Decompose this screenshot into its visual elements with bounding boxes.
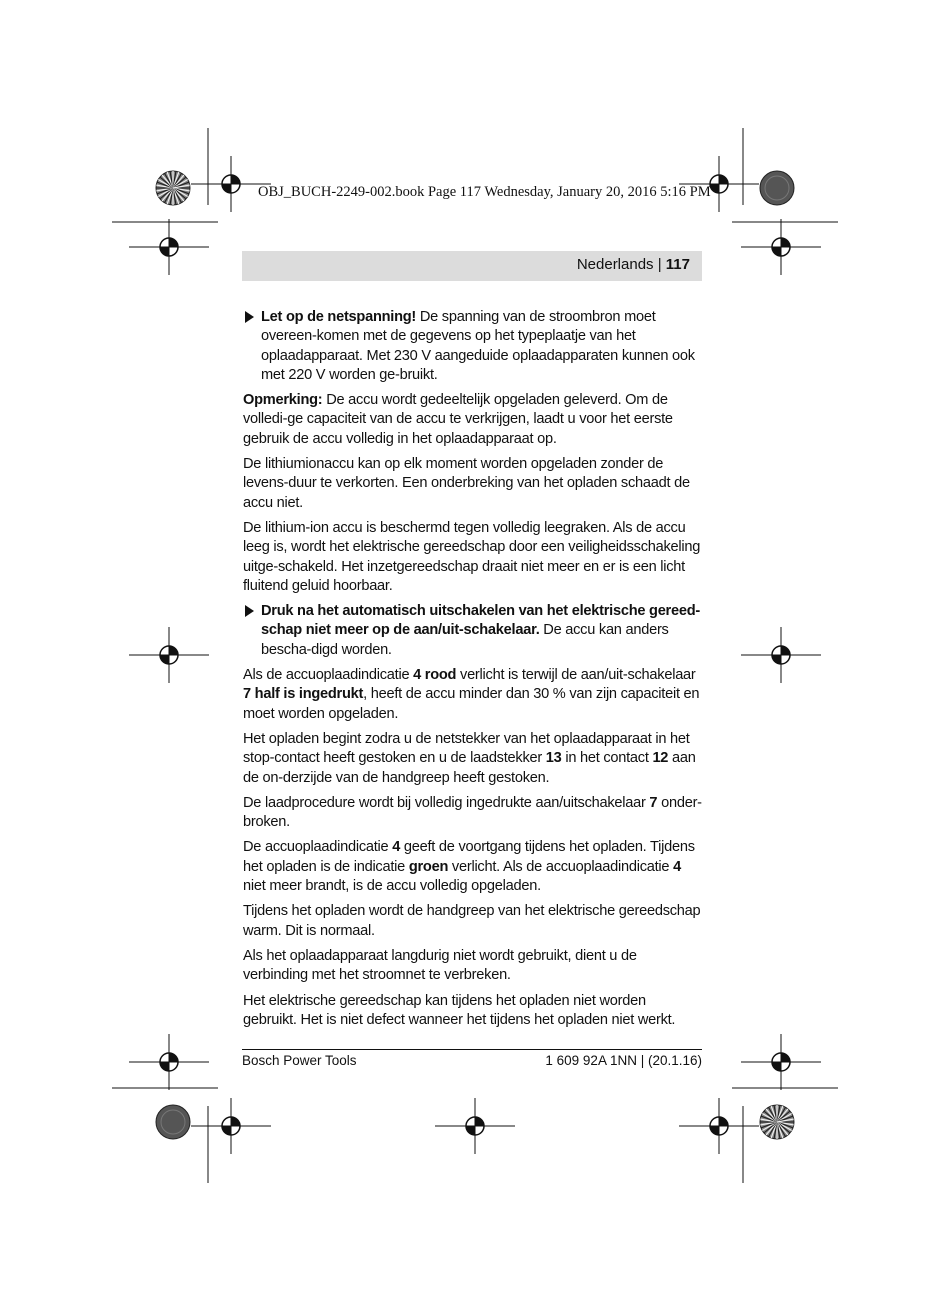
bold-text: 7 half is ingedrukt: [243, 686, 364, 703]
bullet-triangle-icon: [245, 605, 254, 617]
text: Als de accuoplaadindicatie: [243, 667, 414, 684]
registration-fill: [781, 1053, 790, 1062]
registration-fill: [169, 238, 178, 247]
registration-fill: [772, 247, 781, 256]
footer-publisher: Bosch Power Tools: [242, 1053, 357, 1068]
bold-text: 4 rood: [413, 667, 457, 684]
paragraph-laadprocedure: [243, 794, 702, 833]
registration-fill: [475, 1117, 484, 1126]
footer-code: 1 609 92A 1NN | (20.1.16): [545, 1053, 702, 1068]
registration-fill: [222, 1126, 231, 1135]
bold-text: 7: [649, 794, 658, 811]
paragraph-handgreep-warm: Tijdens het opladen wordt de handgreep van het elektrische gereedschap warm. Dit is normaal.: [243, 903, 701, 939]
bullet-triangle-icon: [245, 311, 254, 323]
registration-fill: [160, 1062, 169, 1071]
paragraph-voortgang: [243, 838, 702, 896]
slug-line: OBJ_BUCH-2249-002.book Page 117 Wednesday, January 20, 2016 5:16 PM: [258, 184, 711, 200]
text: niet meer brandt, is de accu volledig opgeladen.: [243, 878, 541, 895]
registration-fill: [772, 1062, 781, 1071]
text: De spanning van de stroombron moet overeen-komen met de gegevens op het typeplaatje van het oplaadapparaat. Met 230 V aangeduide oplaadapparaten kunnen ook met 220 V worden ge-bruikt.: [261, 309, 695, 383]
registration-fill: [169, 1053, 178, 1062]
text: geeft de voortgang tijdens het opladen. Tijdens het opladen is de indicatie: [243, 839, 695, 875]
paragraph-accuoplaadindicatie-rood: [243, 666, 702, 724]
text: De accu wordt gedeeltelijk opgeladen geleverd. Om de volledi-ge capaciteit van de accu te verkrijgen, laadt u voor het eerste gebruik de accu volledig in het oplaadapparaat op.: [243, 392, 673, 447]
paragraph-niet-gebruikt: Het elektrische gereedschap kan tijdens het opladen niet worden gebruikt. Het is niet defect wanneer het tijdens het opladen niet werkt.: [243, 992, 676, 1028]
bold-text: 12: [652, 750, 669, 767]
header-text: [577, 256, 690, 273]
registration-fill: [169, 646, 178, 655]
registration-fill: [781, 646, 790, 655]
bold-text: 4: [673, 858, 681, 875]
body-text: [243, 308, 702, 1036]
paragraph-stroomnet: Als het oplaadapparaat langdurig niet wordt gebruikt, dient u de verbinding met het stroomnet te verbreken.: [243, 947, 637, 984]
registration-fill: [772, 655, 781, 664]
registration-fill: [231, 175, 240, 184]
header-page-number: 117: [665, 256, 690, 273]
text: De accu kan anders bescha-digd worden.: [261, 622, 669, 658]
bullet-uitschakelen: [243, 602, 702, 660]
text: De accuoplaadindicatie: [243, 839, 393, 856]
header-separator: |: [657, 256, 662, 273]
bold-text: 4: [392, 839, 401, 856]
page-header: [242, 251, 702, 281]
header-language: Nederlands: [576, 256, 654, 273]
text: , heeft de accu minder dan 30 % van zijn capaciteit en moet worden opgeladen.: [243, 686, 700, 722]
text: in het contact: [561, 750, 653, 767]
registration-fill: [466, 1126, 475, 1135]
paragraph-leegraken: De lithium-ion accu is beschermd tegen volledig leegraken. Als de accu leeg is, wordt het elektrische gereedschap door een veiligheidsschakeling uitge-schakeld. Het inzetgereedschap draait niet meer en er is een licht fluitend geluid hoorbaar.: [243, 519, 701, 594]
text: onder-broken.: [243, 794, 702, 831]
paragraph-opladen-begint: [243, 730, 702, 788]
bold-text: 13: [545, 750, 562, 767]
footer-rule: [242, 1049, 702, 1050]
bullet-netspanning: [243, 308, 702, 385]
text: Het opladen begint zodra u de netstekker van het oplaadapparaat in het stop-contact heeft gestoken en u de laadstekker: [243, 730, 690, 767]
text: aan de on-derzijde van de handgreep heeft gestoken.: [243, 750, 696, 786]
registration-fill: [719, 175, 728, 184]
bold-lead: Opmerking:: [243, 392, 323, 409]
registration-fill: [231, 1117, 240, 1126]
text: De laadprocedure wordt bij volledig ingedrukte aan/uitschakelaar: [243, 794, 650, 811]
registration-fill: [222, 184, 231, 193]
registration-fill: [719, 1117, 728, 1126]
text: verlicht. Als de accuoplaadindicatie: [448, 858, 674, 875]
text: verlicht is terwijl de aan/uit-schakelaar: [456, 667, 696, 684]
registration-fill: [160, 247, 169, 256]
bold-lead: Druk na het automatisch uitschakelen van het elektrische gereed-schap niet meer op de aan/uit-schakelaar.: [261, 603, 700, 639]
paragraph-opmerking: [243, 391, 702, 449]
registration-fill: [781, 238, 790, 247]
bold-lead: Let op de netspanning!: [261, 309, 417, 325]
registration-fill: [710, 1126, 719, 1135]
bold-text: groen: [408, 858, 449, 875]
paragraph-lithiumionaccu: De lithiumionaccu kan op elk moment worden opgeladen zonder de levens-duur te verkorten. Een onderbreking van het opladen schaadt de accu niet.: [243, 456, 690, 511]
registration-fill: [160, 655, 169, 664]
